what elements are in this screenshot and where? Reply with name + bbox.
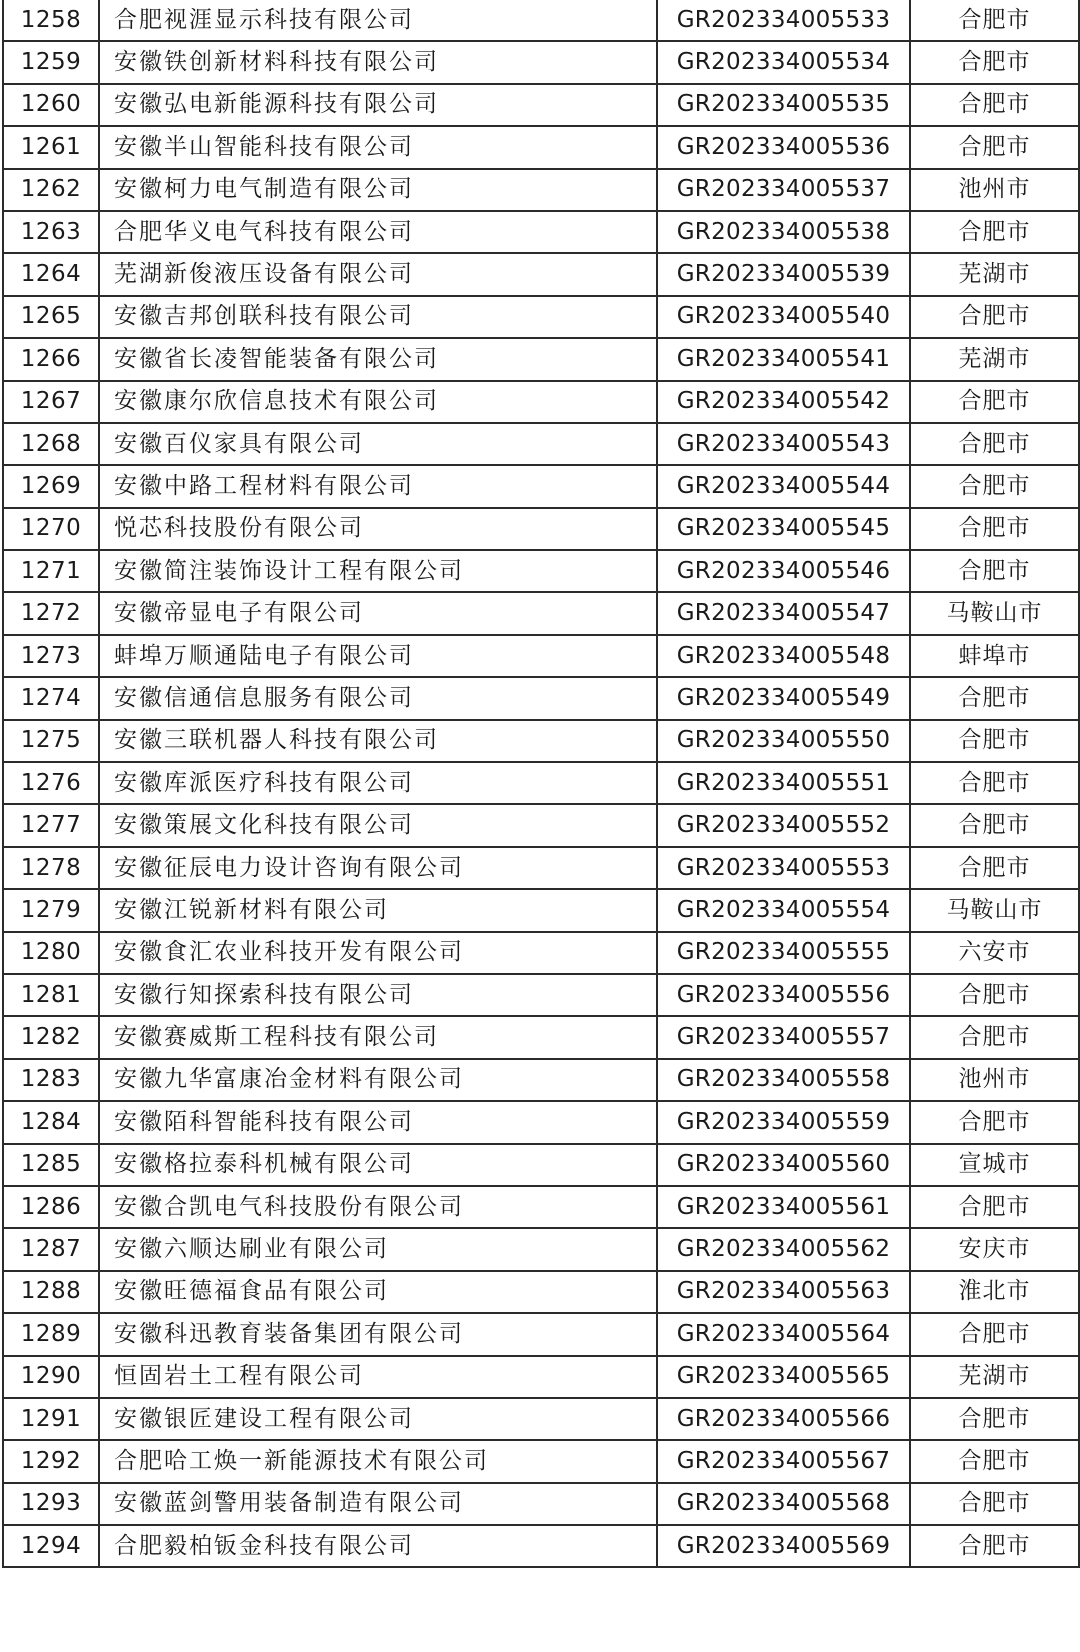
city-name: 马鞍山市 <box>910 592 1079 634</box>
row-number: 1268 <box>3 423 99 465</box>
company-name: 安徽柯力电气制造有限公司 <box>99 169 657 211</box>
row-number: 1259 <box>3 41 99 83</box>
city-name: 合肥市 <box>910 1398 1079 1440</box>
table-row <box>3 550 1079 592</box>
table-row <box>3 1016 1079 1058</box>
table-body <box>3 0 1079 1567</box>
certificate-code: GR202334005546 <box>657 550 910 592</box>
certificate-code: GR202334005566 <box>657 1398 910 1440</box>
city-name: 池州市 <box>910 169 1079 211</box>
certificate-code: GR202334005544 <box>657 465 910 507</box>
company-name: 安徽银匠建设工程有限公司 <box>99 1398 657 1440</box>
company-name: 安徽六顺达刷业有限公司 <box>99 1228 657 1270</box>
certificate-code: GR202334005543 <box>657 423 910 465</box>
row-number: 1281 <box>3 974 99 1016</box>
certificate-code: GR202334005535 <box>657 84 910 126</box>
table-row <box>3 1101 1079 1143</box>
company-name: 安徽九华富康冶金材料有限公司 <box>99 1059 657 1101</box>
table-row <box>3 974 1079 1016</box>
table-row <box>3 1271 1079 1313</box>
company-name: 合肥华义电气科技有限公司 <box>99 211 657 253</box>
certificate-code: GR202334005554 <box>657 889 910 931</box>
table-row <box>3 677 1079 719</box>
certificate-code: GR202334005564 <box>657 1313 910 1355</box>
city-name: 淮北市 <box>910 1271 1079 1313</box>
row-number: 1277 <box>3 804 99 846</box>
certificate-code: GR202334005555 <box>657 932 910 974</box>
company-name: 芜湖新俊液压设备有限公司 <box>99 253 657 295</box>
row-number: 1288 <box>3 1271 99 1313</box>
company-name: 安徽三联机器人科技有限公司 <box>99 720 657 762</box>
city-name: 合肥市 <box>910 41 1079 83</box>
row-number: 1267 <box>3 381 99 423</box>
table-row <box>3 338 1079 380</box>
row-number: 1270 <box>3 508 99 550</box>
certificate-code: GR202334005541 <box>657 338 910 380</box>
city-name: 合肥市 <box>910 1525 1079 1567</box>
city-name: 合肥市 <box>910 126 1079 168</box>
row-number: 1287 <box>3 1228 99 1270</box>
table-row <box>3 84 1079 126</box>
table-row <box>3 41 1079 83</box>
table-row <box>3 847 1079 889</box>
table-row <box>3 423 1079 465</box>
company-name: 合肥哈工焕一新能源技术有限公司 <box>99 1440 657 1482</box>
table-row <box>3 381 1079 423</box>
row-number: 1274 <box>3 677 99 719</box>
company-name: 安徽简注装饰设计工程有限公司 <box>99 550 657 592</box>
table-row <box>3 804 1079 846</box>
table-row <box>3 1059 1079 1101</box>
table-row <box>3 1356 1079 1398</box>
company-name: 安徽铁创新材料科技有限公司 <box>99 41 657 83</box>
row-number: 1280 <box>3 932 99 974</box>
company-name: 安徽江锐新材料有限公司 <box>99 889 657 931</box>
table-row <box>3 508 1079 550</box>
certificate-code: GR202334005556 <box>657 974 910 1016</box>
city-name: 合肥市 <box>910 211 1079 253</box>
city-name: 合肥市 <box>910 508 1079 550</box>
row-number: 1284 <box>3 1101 99 1143</box>
certificate-code: GR202334005557 <box>657 1016 910 1058</box>
city-name: 池州市 <box>910 1059 1079 1101</box>
table-row <box>3 1398 1079 1440</box>
row-number: 1260 <box>3 84 99 126</box>
certificate-code: GR202334005549 <box>657 677 910 719</box>
company-name: 悦芯科技股份有限公司 <box>99 508 657 550</box>
company-name: 安徽征辰电力设计咨询有限公司 <box>99 847 657 889</box>
table-row <box>3 0 1079 41</box>
company-name: 恒固岩土工程有限公司 <box>99 1356 657 1398</box>
company-name: 安徽百仪家具有限公司 <box>99 423 657 465</box>
company-name: 安徽科迅教育装备集团有限公司 <box>99 1313 657 1355</box>
city-name: 合肥市 <box>910 804 1079 846</box>
row-number: 1293 <box>3 1483 99 1525</box>
city-name: 合肥市 <box>910 296 1079 338</box>
certificate-code: GR202334005568 <box>657 1483 910 1525</box>
certificate-code: GR202334005567 <box>657 1440 910 1482</box>
company-name: 安徽旺德福食品有限公司 <box>99 1271 657 1313</box>
city-name: 安庆市 <box>910 1228 1079 1270</box>
certificate-code: GR202334005537 <box>657 169 910 211</box>
city-name: 芜湖市 <box>910 338 1079 380</box>
company-table <box>2 0 1080 1568</box>
certificate-code: GR202334005536 <box>657 126 910 168</box>
company-name: 安徽陌科智能科技有限公司 <box>99 1101 657 1143</box>
row-number: 1258 <box>3 0 99 41</box>
city-name: 合肥市 <box>910 720 1079 762</box>
city-name: 合肥市 <box>910 677 1079 719</box>
certificate-code: GR202334005558 <box>657 1059 910 1101</box>
table-row <box>3 932 1079 974</box>
city-name: 宣城市 <box>910 1144 1079 1186</box>
row-number: 1286 <box>3 1186 99 1228</box>
city-name: 合肥市 <box>910 84 1079 126</box>
company-name: 安徽康尔欣信息技术有限公司 <box>99 381 657 423</box>
row-number: 1278 <box>3 847 99 889</box>
city-name: 六安市 <box>910 932 1079 974</box>
row-number: 1285 <box>3 1144 99 1186</box>
certificate-code: GR202334005562 <box>657 1228 910 1270</box>
city-name: 蚌埠市 <box>910 635 1079 677</box>
city-name: 合肥市 <box>910 0 1079 41</box>
company-name: 安徽合凯电气科技股份有限公司 <box>99 1186 657 1228</box>
city-name: 合肥市 <box>910 762 1079 804</box>
city-name: 合肥市 <box>910 1440 1079 1482</box>
city-name: 合肥市 <box>910 847 1079 889</box>
row-number: 1282 <box>3 1016 99 1058</box>
table-row <box>3 1228 1079 1270</box>
city-name: 马鞍山市 <box>910 889 1079 931</box>
table-row <box>3 296 1079 338</box>
table-row <box>3 211 1079 253</box>
company-name: 安徽食汇农业科技开发有限公司 <box>99 932 657 974</box>
table-row <box>3 889 1079 931</box>
row-number: 1261 <box>3 126 99 168</box>
row-number: 1291 <box>3 1398 99 1440</box>
certificate-code: GR202334005548 <box>657 635 910 677</box>
row-number: 1292 <box>3 1440 99 1482</box>
company-name: 安徽赛威斯工程科技有限公司 <box>99 1016 657 1058</box>
certificate-code: GR202334005538 <box>657 211 910 253</box>
table-row <box>3 1144 1079 1186</box>
city-name: 合肥市 <box>910 423 1079 465</box>
table-row <box>3 635 1079 677</box>
certificate-code: GR202334005540 <box>657 296 910 338</box>
row-number: 1272 <box>3 592 99 634</box>
row-number: 1262 <box>3 169 99 211</box>
certificate-code: GR202334005569 <box>657 1525 910 1567</box>
certificate-code: GR202334005551 <box>657 762 910 804</box>
company-name: 安徽信通信息服务有限公司 <box>99 677 657 719</box>
row-number: 1266 <box>3 338 99 380</box>
row-number: 1275 <box>3 720 99 762</box>
certificate-code: GR202334005542 <box>657 381 910 423</box>
company-name: 合肥毅柏钣金科技有限公司 <box>99 1525 657 1567</box>
city-name: 合肥市 <box>910 1313 1079 1355</box>
row-number: 1263 <box>3 211 99 253</box>
company-name: 安徽蓝剑警用装备制造有限公司 <box>99 1483 657 1525</box>
certificate-code: GR202334005560 <box>657 1144 910 1186</box>
row-number: 1289 <box>3 1313 99 1355</box>
table-row <box>3 465 1079 507</box>
table-row <box>3 1483 1079 1525</box>
certificate-code: GR202334005550 <box>657 720 910 762</box>
city-name: 合肥市 <box>910 1483 1079 1525</box>
company-name: 安徽行知探索科技有限公司 <box>99 974 657 1016</box>
table-row <box>3 253 1079 295</box>
certificate-code: GR202334005552 <box>657 804 910 846</box>
company-name: 安徽省长凌智能装备有限公司 <box>99 338 657 380</box>
company-name: 蚌埠万顺通陆电子有限公司 <box>99 635 657 677</box>
table-row <box>3 169 1079 211</box>
company-name: 安徽格拉泰科机械有限公司 <box>99 1144 657 1186</box>
table-row <box>3 1525 1079 1567</box>
city-name: 芜湖市 <box>910 253 1079 295</box>
company-name: 安徽吉邦创联科技有限公司 <box>99 296 657 338</box>
table-row <box>3 1313 1079 1355</box>
company-name: 合肥视涯显示科技有限公司 <box>99 0 657 41</box>
row-number: 1276 <box>3 762 99 804</box>
certificate-code: GR202334005561 <box>657 1186 910 1228</box>
company-name: 安徽策展文化科技有限公司 <box>99 804 657 846</box>
city-name: 合肥市 <box>910 974 1079 1016</box>
row-number: 1273 <box>3 635 99 677</box>
city-name: 合肥市 <box>910 1016 1079 1058</box>
certificate-code: GR202334005545 <box>657 508 910 550</box>
table-row <box>3 762 1079 804</box>
company-name: 安徽半山智能科技有限公司 <box>99 126 657 168</box>
table-row <box>3 1440 1079 1482</box>
row-number: 1265 <box>3 296 99 338</box>
row-number: 1290 <box>3 1356 99 1398</box>
certificate-code: GR202334005565 <box>657 1356 910 1398</box>
table-row <box>3 720 1079 762</box>
row-number: 1269 <box>3 465 99 507</box>
certificate-code: GR202334005539 <box>657 253 910 295</box>
city-name: 合肥市 <box>910 1186 1079 1228</box>
city-name: 合肥市 <box>910 381 1079 423</box>
row-number: 1283 <box>3 1059 99 1101</box>
table-row <box>3 126 1079 168</box>
certificate-code: GR202334005533 <box>657 0 910 41</box>
city-name: 合肥市 <box>910 550 1079 592</box>
city-name: 合肥市 <box>910 1101 1079 1143</box>
certificate-code: GR202334005534 <box>657 41 910 83</box>
row-number: 1294 <box>3 1525 99 1567</box>
city-name: 芜湖市 <box>910 1356 1079 1398</box>
row-number: 1271 <box>3 550 99 592</box>
company-name: 安徽弘电新能源科技有限公司 <box>99 84 657 126</box>
certificate-code: GR202334005547 <box>657 592 910 634</box>
table-row <box>3 1186 1079 1228</box>
certificate-code: GR202334005563 <box>657 1271 910 1313</box>
company-name: 安徽中路工程材料有限公司 <box>99 465 657 507</box>
row-number: 1264 <box>3 253 99 295</box>
table-row <box>3 592 1079 634</box>
city-name: 合肥市 <box>910 465 1079 507</box>
certificate-code: GR202334005559 <box>657 1101 910 1143</box>
company-name: 安徽库派医疗科技有限公司 <box>99 762 657 804</box>
company-name: 安徽帝显电子有限公司 <box>99 592 657 634</box>
certificate-code: GR202334005553 <box>657 847 910 889</box>
row-number: 1279 <box>3 889 99 931</box>
